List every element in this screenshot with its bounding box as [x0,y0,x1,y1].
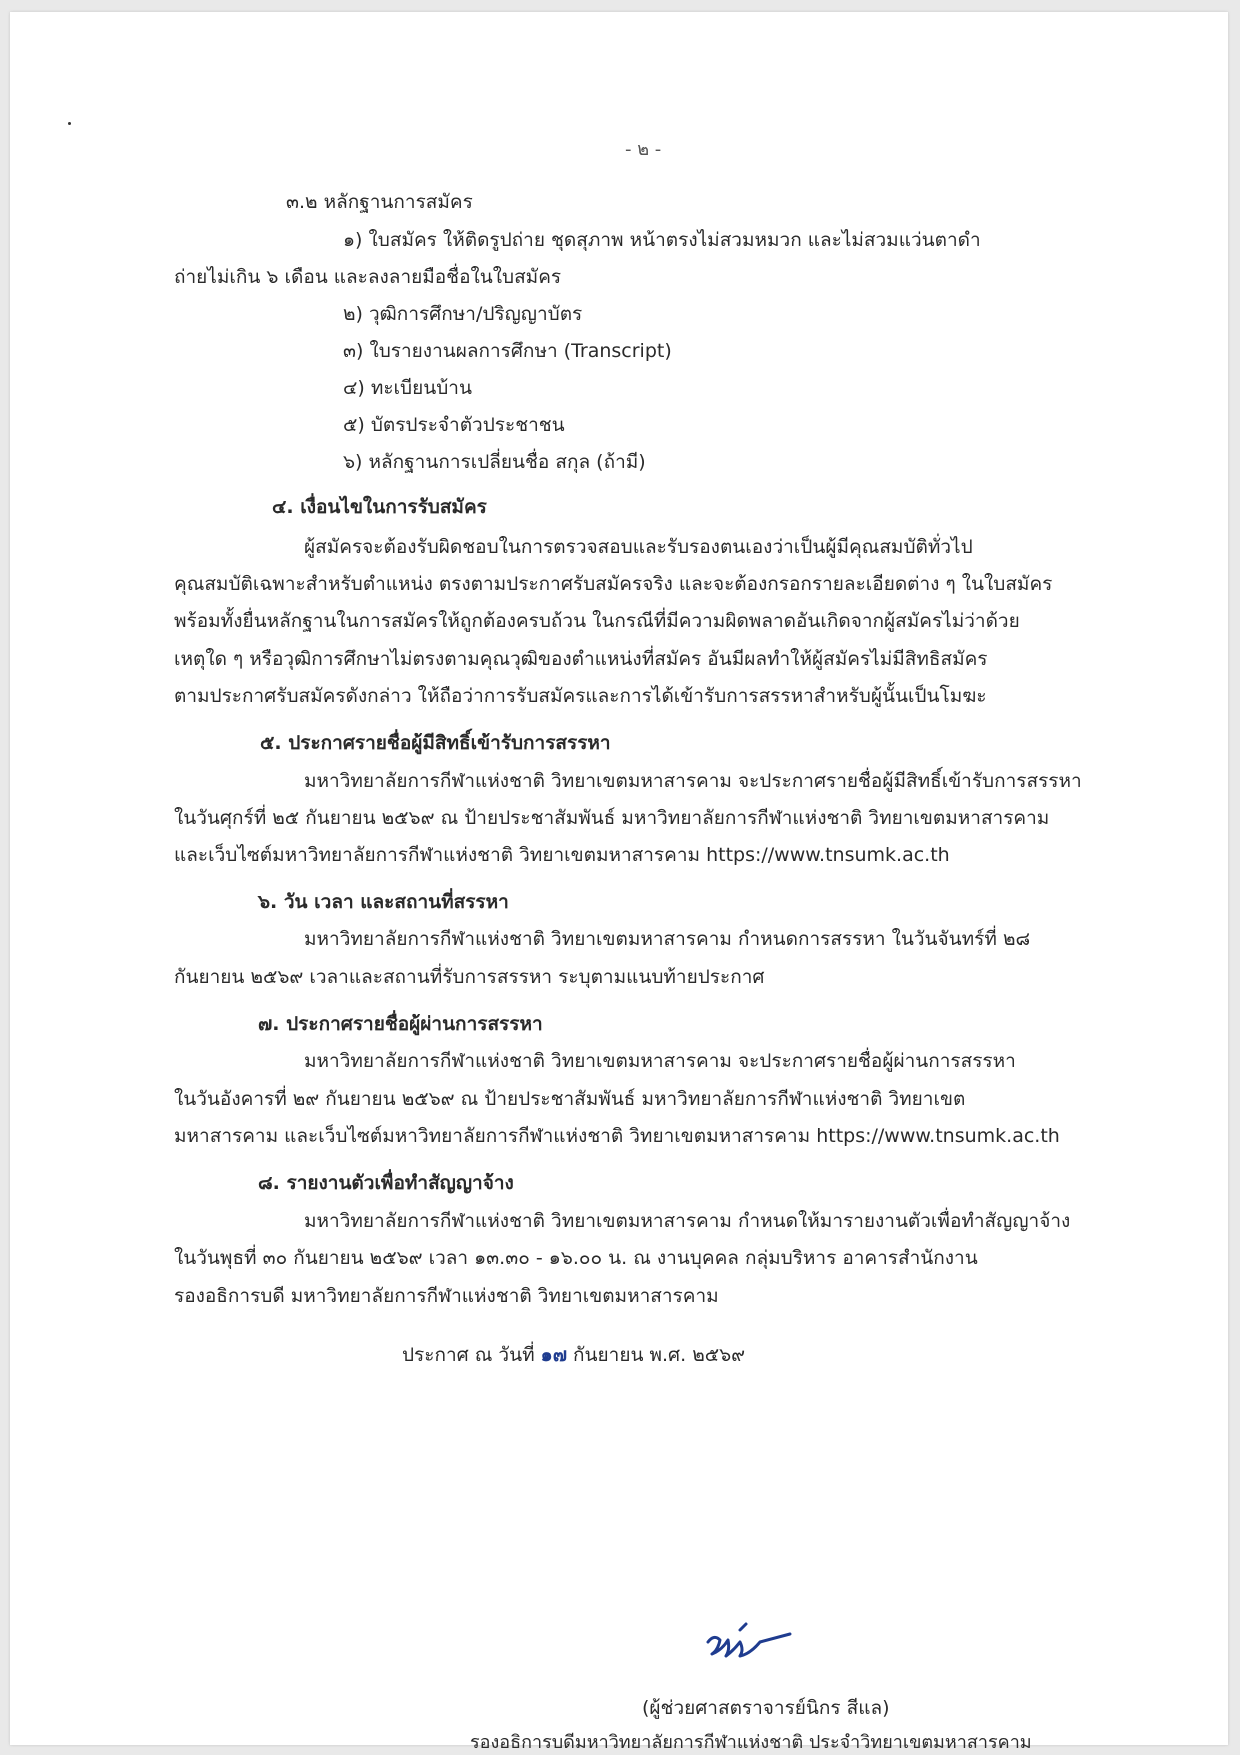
announcement-day: ๑๗ [540,1344,567,1366]
section-8-line-1: มหาวิทยาลัยการกีฬาแห่งชาติ วิทยาเขตมหาสารคาม กำหนดให้มารายงานตัวเพื่อทำสัญญาจ้าง [304,1210,1071,1232]
section-3-2-item-1-cont: ถ่ายไม่เกิน ๖ เดือน และลงลายมือชื่อในใบสมัคร [174,266,562,288]
section-8-line-3: รองอธิการบดี มหาวิทยาลัยการกีฬาแห่งชาติ วิทยาเขตมหาสารคาม [174,1285,719,1307]
section-4-line-4: เหตุใด ๆ หรือวุฒิการศึกษาไม่ตรงตามคุณวุฒิของตำแหน่งที่สมัคร อันมีผลทำให้ผู้สมัครไม่มีสิทธิสมัคร [174,648,988,670]
announcement-date [402,1343,745,1367]
section-4-line-2: คุณสมบัติเฉพาะสำหรับตำแหน่ง ตรงตามประกาศรับสมัครจริง และจะต้องกรอกรายละเอียดต่าง ๆ ในใบสมัคร [174,573,1053,595]
section-3-2-item-1: ๑) ใบสมัคร ให้ติดรูปถ่าย ชุดสุภาพ หน้าตรงไม่สวมหมวก และไม่สวมแว่นตาดำ [343,229,981,251]
section-5-line-1: มหาวิทยาลัยการกีฬาแห่งชาติ วิทยาเขตมหาสารคาม จะประกาศรายชื่อผู้มีสิทธิ์เข้ารับการสรรหา [304,770,1082,792]
section-3-2-item-4: ๔) ทะเบียนบ้าน [343,377,472,399]
section-6-line-2: กันยายน ๒๕๖๙ เวลาและสถานที่รับการสรรหา ระบุตามแนบท้ายประกาศ [174,966,765,988]
section-7-heading: ๗. ประกาศรายชื่อผู้ผ่านการสรรหา [258,1013,543,1035]
section-6-heading: ๖. วัน เวลา และสถานที่สรรหา [258,891,509,913]
section-3-2-item-5: ๕) บัตรประจำตัวประชาชน [343,414,565,436]
section-7-line-1: มหาวิทยาลัยการกีฬาแห่งชาติ วิทยาเขตมหาสารคาม จะประกาศรายชื่อผู้ผ่านการสรรหา [304,1050,1016,1072]
signatory-title: รองอธิการบดีมหาวิทยาลัยการกีฬาแห่งชาติ ประจำวิทยาเขตมหาสารคาม [470,1732,1032,1753]
section-3-2-item-6: ๖) หลักฐานการเปลี่ยนชื่อ สกุล (ถ้ามี) [343,451,646,473]
section-5-heading: ๕. ประกาศรายชื่อผู้มีสิทธิ์เข้ารับการสรรหา [260,732,611,754]
announcement-prefix: ประกาศ ณ วันที่ [402,1344,541,1366]
section-7-line-3: มหาสารคาม และเว็บไซต์มหาวิทยาลัยการกีฬาแห่งชาติ วิทยาเขตมหาสารคาม https://www.tnsumk.ac.th [174,1125,1060,1147]
section-8-line-2: ในวันพุธที่ ๓๐ กันยายน ๒๕๖๙ เวลา ๑๓.๓๐ - ๑๖.๐๐ น. ณ งานบุคคล กลุ่มบริหาร อาคารสำนักงาน [174,1247,978,1269]
section-8-heading: ๘. รายงานตัวเพื่อทำสัญญาจ้าง [258,1172,514,1194]
handwritten-signature [700,1612,820,1672]
section-3-2-heading: ๓.๒ หลักฐานการสมัคร [286,191,473,213]
section-3-2-item-3: ๓) ใบรายงานผลการศึกษา (Transcript) [343,340,672,362]
scan-speck [68,122,71,125]
section-4-heading: ๔. เงื่อนไขในการรับสมัคร [272,496,487,518]
page-number: - ๒ - [625,139,662,160]
section-5-line-3: และเว็บไซต์มหาวิทยาลัยการกีฬาแห่งชาติ วิทยาเขตมหาสารคาม https://www.tnsumk.ac.th [174,844,950,866]
section-7-line-2: ในวันอังคารที่ ๒๙ กันยายน ๒๕๖๙ ณ ป้ายประชาสัมพันธ์ มหาวิทยาลัยการกีฬาแห่งชาติ วิทยาเขต [174,1088,966,1110]
section-3-2-item-2: ๒) วุฒิการศึกษา/ปริญญาบัตร [343,303,583,325]
section-4-line-5: ตามประกาศรับสมัครดังกล่าว ให้ถือว่าการรับสมัครและการได้เข้ารับการสรรหาสำหรับผู้นั้นเป็นโมฆะ [174,685,987,707]
document-page [10,12,1228,1753]
section-6-line-1: มหาวิทยาลัยการกีฬาแห่งชาติ วิทยาเขตมหาสารคาม กำหนดการสรรหา ในวันจันทร์ที่ ๒๘ [304,928,1031,950]
section-4-line-1: ผู้สมัครจะต้องรับผิดชอบในการตรวจสอบและรับรองตนเองว่าเป็นผู้มีคุณสมบัติทั่วไป [304,536,973,558]
section-5-line-2: ในวันศุกร์ที่ ๒๕ กันยายน ๒๕๖๙ ณ ป้ายประชาสัมพันธ์ มหาวิทยาลัยการกีฬาแห่งชาติ วิทยาเขตมหาสารคาม [174,807,1050,829]
section-4-line-3: พร้อมทั้งยื่นหลักฐานในการสมัครให้ถูกต้องครบถ้วน ในกรณีที่มีความผิดพลาดอันเกิดจากผู้สมัครไม่ว่าด้วย [174,610,1020,632]
announcement-suffix: กันยายน พ.ศ. ๒๕๖๙ [567,1344,746,1366]
signatory-name: (ผู้ช่วยศาสตราจารย์นิกร สีแล) [642,1697,890,1719]
